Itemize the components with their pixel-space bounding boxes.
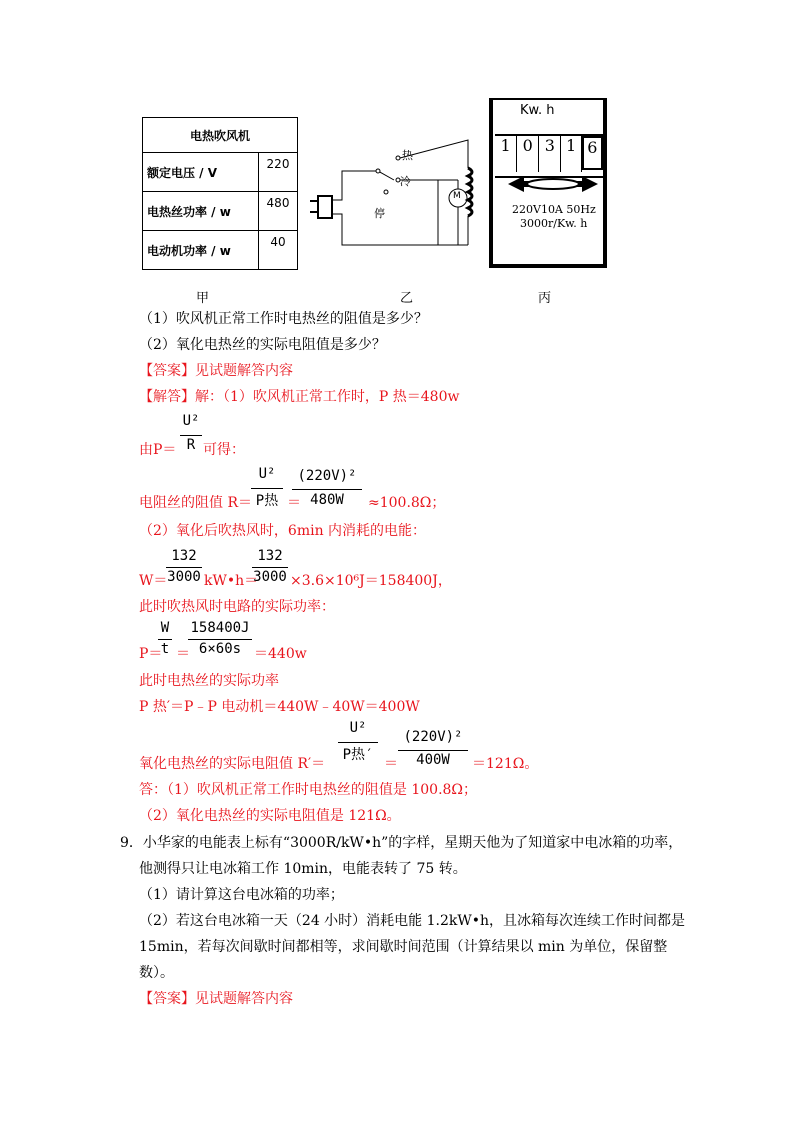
q9-line-2: 他测得只让电冰箱工作 10min，电能表转了 75 转。 — [139, 861, 467, 877]
frac-numerator: 158400J — [190, 620, 250, 636]
step1-prefix: 由P＝ — [139, 442, 177, 458]
step1-suffix: 可得： — [203, 442, 245, 458]
meter-constant: 3000r/Kw. h — [520, 217, 588, 230]
r2-prefix: 氧化电热丝的实际电阻值 R′＝ — [139, 756, 326, 772]
q9-line-3: （1）请计算这台电冰箱的功率； — [139, 887, 344, 903]
switch-hot-label: 热 — [402, 149, 413, 162]
q9-line-5: 15min，若每次间歇时间都相等，求间歇时间范围（计算结果以 min 为单位，保留整 — [139, 939, 668, 955]
kwh-unit: kW•h＝ — [204, 573, 259, 589]
frac-denominator: 3000 — [253, 569, 287, 585]
frac-numerator: U² — [182, 413, 200, 429]
step2-result: ≈100.8Ω； — [368, 495, 446, 511]
frac-denominator: 6×60s — [198, 641, 242, 657]
part2-intro: （2）氧化后吹热风时，6min 内消耗的电能： — [139, 523, 427, 539]
spec-row-value: 220 — [259, 153, 298, 192]
frac-numerator: W — [160, 620, 170, 636]
fraction-bar — [338, 742, 378, 743]
frac-numerator: U² — [349, 720, 367, 736]
frac-numerator: 132 — [257, 548, 283, 564]
meter-digit: 1 — [495, 136, 517, 172]
figure-caption-a: 甲 — [196, 291, 210, 306]
meter-digit: 3 — [539, 136, 561, 172]
heat-text: 此时电热丝的实际功率 — [139, 673, 279, 689]
equals-sign: ＝ — [176, 646, 190, 662]
frac-numerator: (220V)² — [403, 729, 463, 745]
frac-denominator: P热′ — [342, 747, 374, 763]
meter-disc-arrow — [504, 172, 602, 196]
q8-solution-intro — [139, 388, 459, 406]
q8-question-2: （2）氧化电热丝的实际电阻值是多少？ — [139, 337, 386, 353]
frac-numerator: U² — [258, 466, 276, 482]
spec-table — [142, 117, 298, 270]
meter-unit: Kw. h — [520, 103, 555, 118]
switch-stop-label: 停 — [374, 207, 385, 220]
w-result: ×3.6×10⁶J＝158400J， — [290, 573, 452, 589]
r2-result: ＝121Ω。 — [472, 756, 539, 772]
motor-label: M — [453, 191, 461, 201]
fraction-bar — [251, 488, 283, 489]
p-prefix: P＝ — [139, 646, 163, 662]
frac-denominator: P热 — [255, 493, 279, 509]
circuit-diagram — [308, 128, 490, 258]
spec-row-label: 额定电压 / V — [143, 153, 259, 192]
q8-question-1: （1）吹风机正常工作时电热丝的阻值是多少？ — [139, 311, 428, 327]
fraction-bar — [180, 435, 202, 436]
final-answer-2: （2）氧化电热丝的实际电阻值是 121Ω。 — [139, 808, 401, 824]
frac-denominator: 480W — [310, 492, 344, 508]
figure-caption-c: 丙 — [538, 291, 552, 306]
p-result: ＝440w — [254, 646, 307, 662]
fraction-bar — [166, 567, 202, 568]
heat-equation: P 热′＝P﹣P 电动机＝440W﹣40W＝400W — [139, 699, 420, 715]
q9-line-1: 9．小华家的电能表上标有“3000R/kW•h”的字样，星期天他为了知道家中电冰箱的功率， — [120, 835, 683, 851]
solution-label: 【解答】 — [139, 389, 195, 405]
frac-denominator: 400W — [416, 752, 450, 768]
switch-cold-label: 冷 — [400, 175, 411, 188]
fraction-bar — [158, 639, 172, 640]
q9-line-4: （2）若这台电冰箱一天（24 小时）消耗电能 1.2kW•h，且冰箱每次连续工作时间都是 — [139, 913, 686, 929]
spec-table-title: 电热吹风机 — [143, 118, 298, 153]
spec-row-label: 电热丝功率 / w — [143, 192, 259, 231]
meter-digit: 1 — [561, 136, 581, 172]
step2-prefix: 电阻丝的阻值 R＝ — [139, 495, 252, 511]
power-text: 此时吹热风时电路的实际功率： — [139, 599, 335, 615]
frac-denominator: R — [186, 437, 196, 453]
fraction-bar — [252, 567, 288, 568]
equals-sign: ＝ — [287, 495, 301, 511]
frac-numerator: 132 — [171, 548, 197, 564]
frac-denominator: 3000 — [167, 569, 201, 585]
equals-sign: ＝ — [384, 756, 398, 772]
q8-answer: 【答案】见试题解答内容 — [139, 363, 293, 379]
q9-line-6: 数）。 — [139, 965, 174, 981]
spec-row-label: 电动机功率 / w — [143, 231, 259, 270]
meter-digits — [495, 136, 603, 172]
frac-denominator: t — [160, 641, 170, 657]
spec-row-value: 40 — [259, 231, 298, 270]
fraction-bar — [188, 639, 252, 640]
meter-digit: 0 — [517, 136, 539, 172]
figure-caption-b: 乙 — [400, 291, 414, 306]
solution-text: 解：（1）吹风机正常工作时，P 热＝480w — [195, 389, 460, 405]
w-prefix: W＝ — [139, 573, 168, 589]
spec-row-value: 480 — [259, 192, 298, 231]
fraction-bar — [292, 489, 362, 490]
meter-digit-decimal: 6 — [582, 136, 603, 170]
meter-rating: 220V10A 50Hz — [512, 203, 596, 216]
frac-numerator: (220V)² — [297, 468, 357, 484]
final-answer-1: 答：（1）吹风机正常工作时电热丝的阻值是 100.8Ω； — [139, 782, 478, 798]
fraction-bar — [398, 750, 468, 751]
q9-answer: 【答案】见试题解答内容 — [139, 991, 293, 1007]
